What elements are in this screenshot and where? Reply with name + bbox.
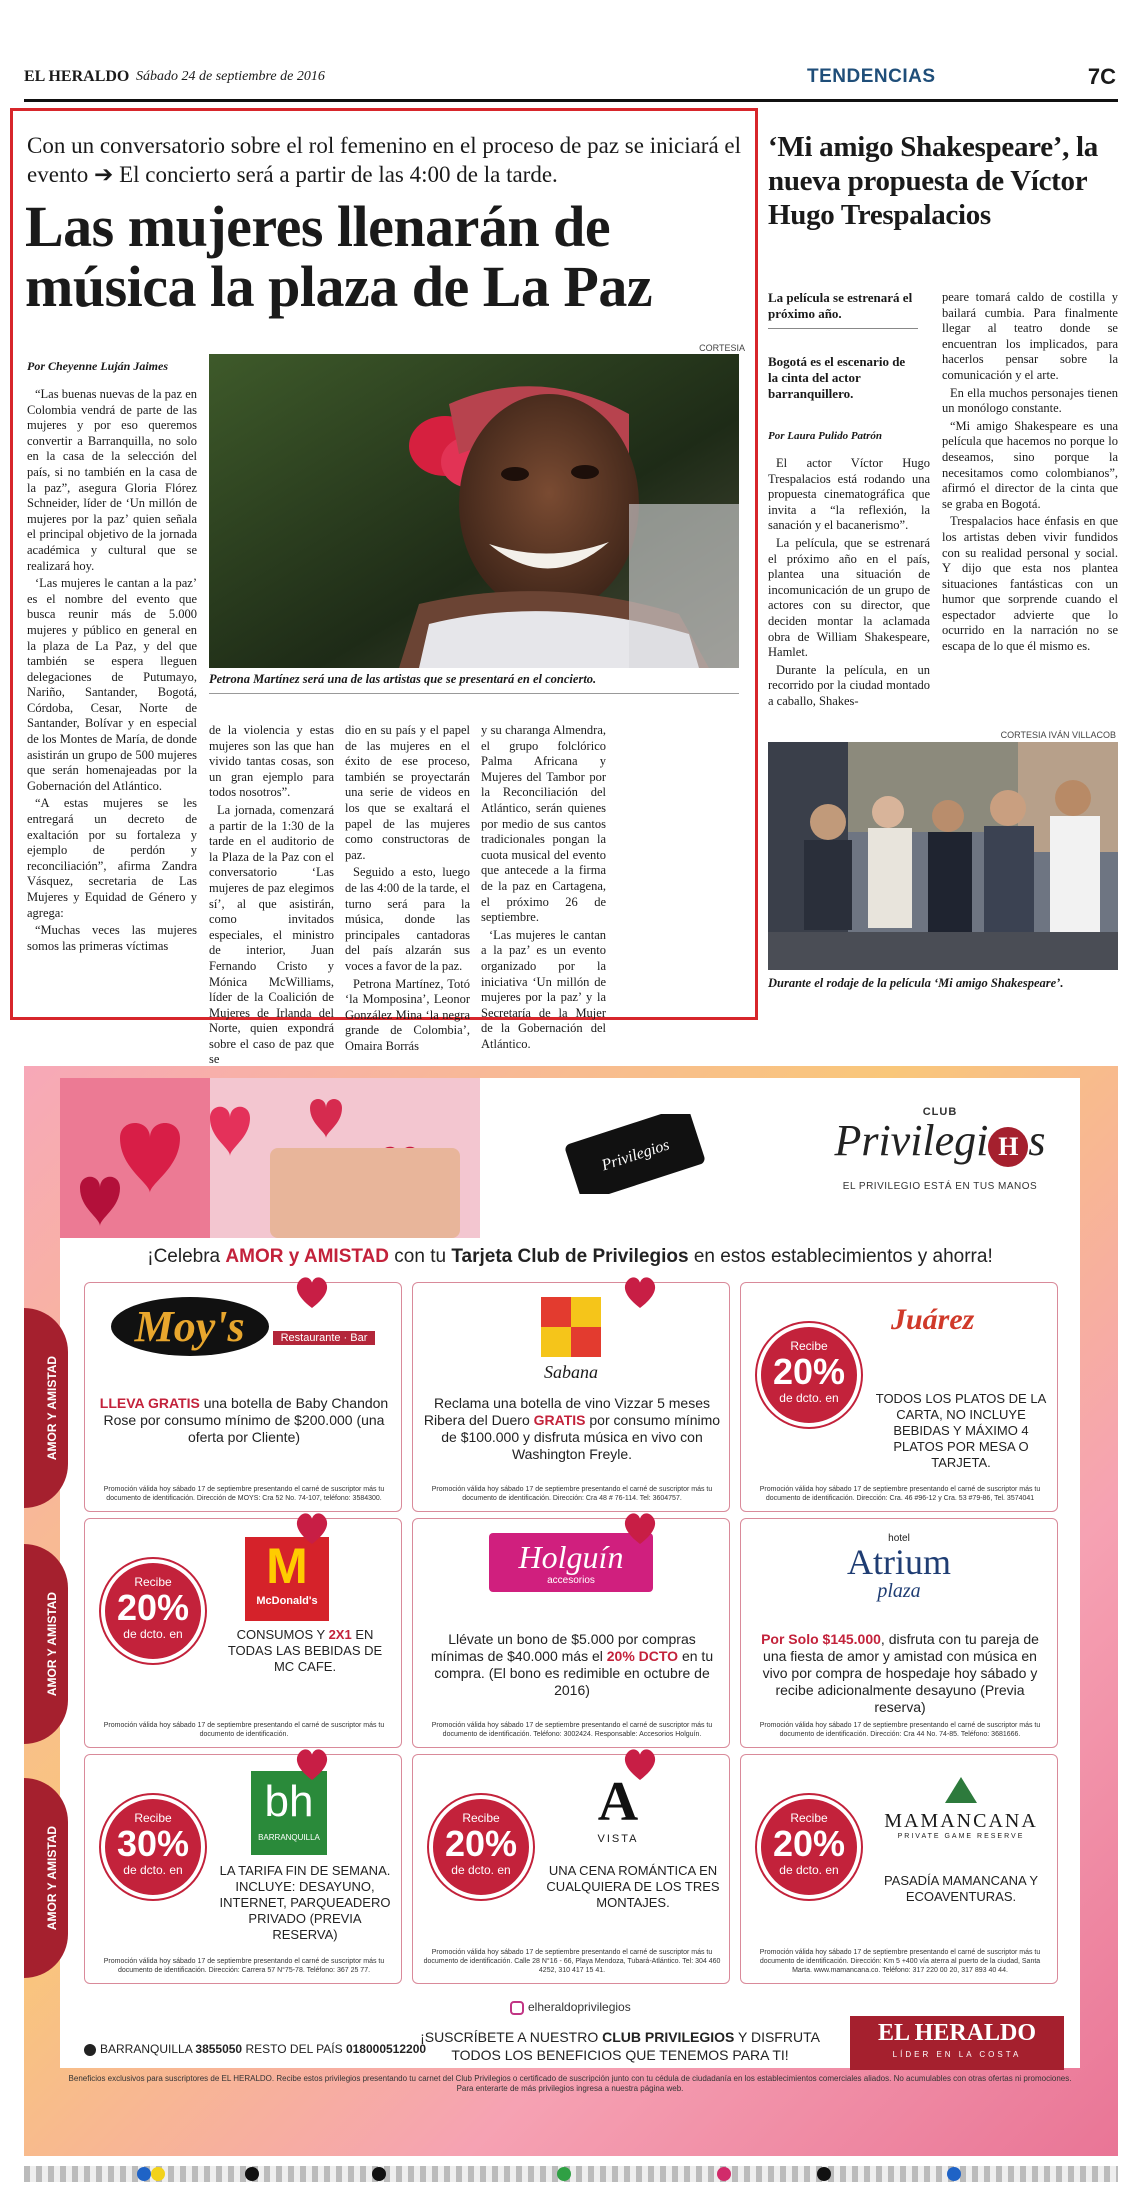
article-photo bbox=[209, 354, 739, 668]
heart-icon bbox=[620, 1272, 660, 1312]
offer-card-juarez[interactable] bbox=[740, 1282, 1058, 1512]
amor-amistad-tab bbox=[24, 1778, 68, 1978]
offer-body: por consumo mínimo de $100.000 y disfruta música en vivo con Washington Freyle. bbox=[441, 1412, 721, 1462]
singer-portrait-image bbox=[209, 354, 739, 668]
article-column-3 bbox=[345, 723, 470, 1056]
paragraph: peare tomará caldo de costilla y bailará cumbia. Para finalmente llegar al teatro donde se encuentran los implicados, para hacerlos pensar sobre la comunicación y el arte. bbox=[942, 290, 1118, 382]
side-photo bbox=[768, 742, 1118, 970]
club-card-image bbox=[560, 1114, 710, 1194]
tab-label: AMOR Y AMISTAD bbox=[45, 1591, 59, 1697]
offer-highlight: 20% DCTO bbox=[606, 1648, 679, 1664]
discount-badge bbox=[757, 1323, 861, 1427]
club-name-text: Privilegi bbox=[834, 1116, 989, 1165]
offer-body: Reclama una botella de vino Vizzar 5 meses Ribera del Duero bbox=[423, 1395, 710, 1428]
offer-fine-print: Promoción válida hoy sábado 17 de septiembre presentando el carné de suscriptor más tu documento de identificación. Dirección: Cra 48 # 76-114. Tel: 3604757. bbox=[431, 1486, 713, 1502]
badge-percent: 20% bbox=[116, 1587, 190, 1628]
ad-headline-bold: Tarjeta Club de Privilegios bbox=[451, 1246, 689, 1267]
offer-text: PASADÍA MAMANCANA Y ECOAVENTURAS. bbox=[883, 1873, 1039, 1904]
phone-number-national[interactable]: 018000512200 bbox=[345, 2042, 427, 2056]
heart-icon bbox=[292, 1508, 332, 1548]
club-tagline: EL PRIVILEGIO ESTÁ EN TUS MANOS bbox=[842, 1181, 1038, 1192]
offer-fine-print: Promoción válida hoy sábado 17 de septiembre presentando el carné de suscriptor más tu documento de identificación. Dirección: Cra. 46 #96-12 y Cra. 53 #79-86, Tel. 3574041 bbox=[759, 1486, 1041, 1502]
subscribe-highlight: CLUB PRIVILEGIOS bbox=[602, 2029, 735, 2045]
offer-fine-print: Promoción válida hoy sábado 17 de septiembre presentando el carné de suscriptor más tu documento de identificación. Dirección: Carrera 57 N°75-78. Teléfono: 367 25 77. bbox=[103, 1958, 385, 1974]
offer-text bbox=[423, 1395, 721, 1463]
badge-percent: 20% bbox=[772, 1351, 846, 1392]
badge-sub: de dcto. en bbox=[451, 1863, 511, 1877]
offer-card-bh[interactable] bbox=[84, 1754, 402, 1984]
holguin-logo-text: Holguín bbox=[518, 1539, 624, 1575]
bh-logo-sub: BARRANQUILLA bbox=[258, 1833, 320, 1842]
ad-banner bbox=[60, 1078, 1080, 1238]
main-article bbox=[10, 108, 758, 1067]
side-column-2 bbox=[942, 290, 1118, 657]
heart-icon bbox=[620, 1744, 660, 1784]
avista-logo-sub: VISTA bbox=[597, 1833, 639, 1845]
badge-percent: 20% bbox=[444, 1823, 518, 1864]
offer-text: LA TARIFA FIN DE SEMANA. INCLUYE: DESAYUNO, INTERNET, PARQUEADERO PRIVADO (PREVIA RESERVA) bbox=[219, 1863, 391, 1942]
atrium-logo-small: hotel bbox=[888, 1533, 910, 1544]
offer-text: TODOS LOS PLATOS DE LA CARTA, NO INCLUYE BEBIDAS Y MÁXIMO 4 PLATOS POR MESA O TARJETA. bbox=[875, 1391, 1047, 1470]
offer-fine-print: Promoción válida hoy sábado 17 de septiembre presentando el carné de suscriptor más tu documento de identificación. Teléfono: 3002424. Responsable: Accesorios Holguín. bbox=[431, 1722, 713, 1738]
offer-text bbox=[423, 1631, 721, 1699]
article-byline: Por Cheyenne Luján Jaimes bbox=[27, 359, 169, 373]
paragraph: En ella muchos personajes tienen un monólogo constante. bbox=[942, 385, 1118, 416]
badge-label: Recibe bbox=[790, 1339, 828, 1353]
paragraph: “A estas mujeres se les entregará un decreto de exaltación por su fortaleza y ejemplo de perdón y reconciliación”, afirma Zandra Vásquez, secretaria de Las Mujeres y Equidad de Género y agrega: bbox=[27, 796, 197, 920]
badge-label: Recibe bbox=[462, 1811, 500, 1825]
avista-logo-text: A bbox=[597, 1771, 639, 1833]
offer-text: UNA CENA ROMÁNTICA EN CUALQUIERA DE LOS TRES MONTAJES. bbox=[546, 1863, 720, 1910]
print-color-marks bbox=[24, 2166, 1118, 2182]
offer-body: una botella de Baby Chandon Rose por consumo mínimo de $200.000 (una oferta por Cliente) bbox=[103, 1395, 389, 1445]
leaf-icon bbox=[941, 1775, 981, 1805]
offer-highlight: Por Solo $145.000 bbox=[761, 1631, 881, 1647]
offer-body: , disfruta con tu pareja de una fiesta de amor y amistad con música en vivo por compra de hospedaje hoy sábado y recibe adicionalmente desayuno (Previa reserva) bbox=[762, 1631, 1039, 1715]
paragraph: y su charanga Almendra, el grupo folclórico Palma Africana y Mujeres del Tambor por la Reconciliación del Atlántico, serán quienes por medio de sus cantos tradicionales pongan la cuota musical del evento que antecede a la firma de la paz en Cartagena, el próximo 26 de septiembre. bbox=[481, 723, 606, 925]
club-name-suffix: s bbox=[1028, 1116, 1046, 1165]
club-name bbox=[830, 1118, 1050, 1167]
paragraph: Trespalacios hace énfasis en que los artistas deben vivir fundidos con su realidad personal y social. Y dijo que esta nos plantea situaciones fantásticas con un humor que sorprende cuando el espectador advierte que lo ocurrido en la narración no se escapa de lo que él mismo es. bbox=[942, 514, 1118, 654]
paragraph: Durante la película, en un recorrido por la ciudad montado a caballo, Shakes- bbox=[768, 662, 930, 708]
atrium-logo-sub: plaza bbox=[877, 1580, 921, 1602]
offer-highlight: GRATIS bbox=[533, 1412, 586, 1428]
article-column-1 bbox=[27, 387, 197, 956]
mamancana-logo-sub: PRIVATE GAME RESERVE bbox=[897, 1833, 1025, 1840]
hearts-banner-image bbox=[60, 1078, 480, 1238]
moys-logo-text: Moy's bbox=[111, 1297, 269, 1356]
offer-card-mcdonalds[interactable] bbox=[84, 1518, 402, 1748]
offer-text bbox=[217, 1627, 393, 1675]
mcdonalds-logo-text: McDonald's bbox=[256, 1595, 318, 1607]
offer-card-holguin[interactable] bbox=[412, 1518, 730, 1748]
badge-sub: de dcto. en bbox=[123, 1627, 183, 1641]
amor-amistad-tab bbox=[24, 1308, 68, 1508]
paragraph: “Mi amigo Shakespeare es una película que hacemos no porque lo deseamos, sino porque la necesitamos como colombianos”, afirmó el director de la cinta que se graba en Bogotá. bbox=[942, 418, 1118, 511]
moys-logo bbox=[85, 1297, 401, 1356]
side-byline: Por Laura Pulido Patrón bbox=[768, 430, 882, 442]
ad-headline-part: con tu bbox=[389, 1246, 452, 1267]
offer-text bbox=[751, 1631, 1049, 1716]
heart-icon bbox=[620, 1508, 660, 1548]
side-deck-1: La película se estrenará el próximo año. bbox=[768, 290, 918, 329]
side-column-1 bbox=[768, 456, 930, 712]
article-column-4 bbox=[481, 723, 606, 1054]
tab-label: AMOR Y AMISTAD bbox=[45, 1355, 59, 1461]
paragraph: ‘Las mujeres le cantan a la paz’ es el nombre del evento que busca reunir más de 5.000 mujeres y público en general en la plaza de La Paz, y del que también se espera lleguen delegaciones de Putumayo, Nariño, Santander, Bogotá, Córdoba, Cesar, Norte de Santander, Bolívar y en especial de los Montes de María, de donde asistirán un grupo de 500 mujeres que serán homenajeadas por la Gobernación del Atlántico. bbox=[27, 576, 197, 793]
section-title: TENDENCIAS bbox=[807, 66, 936, 87]
badge-label: Recibe bbox=[134, 1811, 172, 1825]
instagram-icon bbox=[510, 2001, 524, 2015]
discount-badge bbox=[101, 1795, 205, 1899]
newspaper-name: EL HERALDO bbox=[24, 68, 130, 85]
side-headline: ‘Mi amigo Shakespeare’, la nueva propuesta de Víctor Hugo Trespalacios bbox=[768, 131, 1098, 231]
discount-badge bbox=[101, 1559, 205, 1663]
sabana-logo-text: Sabana bbox=[544, 1362, 598, 1382]
paragraph: Petrona Martínez, Totó ‘la Momposina’, Leonor González Mina ‘la negra grande de Colombia’, Omaira Borrás bbox=[345, 976, 470, 1053]
ad-headline-part: en estos establecimientos y ahorra! bbox=[688, 1246, 993, 1267]
club-privilegios-ad bbox=[24, 1066, 1118, 2156]
paragraph: “Las buenas nuevas de la paz en Colombia vendrá de parte de las mujeres y por eso queremos convertir a Barranquilla, no solo en la casa de la selección del país, si no también en la casa de la paz”, asegura Gloria Flórez Schneider, líder de ‘Un millón de mujeres por la paz’ quien señala el principal objetivo de la jornada académica y cultural que se realizará hoy. bbox=[27, 387, 197, 573]
subscribe-text: Y DISFRUTA TODOS LOS BENEFICIOS QUE TENEMOS PARA TI! bbox=[451, 2029, 820, 2063]
photo-credit: CORTESIA bbox=[699, 343, 745, 353]
mamancana-logo-text: MAMANCANA bbox=[884, 1810, 1038, 1832]
badge-sub: de dcto. en bbox=[123, 1863, 183, 1877]
offer-highlight: 2X1 bbox=[328, 1627, 352, 1642]
photo-caption: Petrona Martínez será una de las artistas que se presentará en el concierto. bbox=[209, 671, 739, 694]
offer-fine-print: Promoción válida hoy sábado 17 de septiembre presentando el carné de suscriptor más tu documento de identificación. Calle 28 N°16 - 66, Playa Mendoza, Tubará-Atlántico. Tel: 304 460 4252, 310 417 15 41. bbox=[423, 1949, 721, 1974]
paragraph: La película, que se estrenará el próximo año en el país, plantea una situación de incomunicación de un grupo de actores con su director, que deciden montar la aclamada obra de William Shakespeare, Hamlet. bbox=[768, 535, 930, 660]
paragraph: Seguido a esto, luego de las 4:00 de la tarde, el turno será para la música, donde las principales cantadoras del país alzarán sus voces a favor de la paz. bbox=[345, 865, 470, 973]
offer-card-avista[interactable] bbox=[412, 1754, 730, 1984]
card-label: Privilegios bbox=[599, 1136, 672, 1175]
atrium-logo-text: Atrium bbox=[847, 1542, 951, 1582]
offer-card-moys[interactable] bbox=[84, 1282, 402, 1512]
mcdonalds-logo bbox=[245, 1537, 329, 1621]
badge-percent: 30% bbox=[116, 1823, 190, 1864]
offer-body: en tu compra. (El bono es redimible en octubre de 2016) bbox=[434, 1648, 714, 1698]
holguin-logo-sub: accesorios bbox=[547, 1575, 595, 1586]
amor-amistad-tab bbox=[24, 1544, 68, 1744]
side-deck-2: Bogotá es el escenario de la cinta del actor barranquillero. bbox=[768, 354, 906, 401]
offer-body: CONSUMOS Y bbox=[236, 1627, 329, 1642]
film-set-image bbox=[768, 742, 1118, 970]
offer-highlight: LLEVA GRATIS bbox=[99, 1395, 200, 1411]
club-privilegios-logo bbox=[830, 1106, 1050, 1192]
club-label: CLUB bbox=[922, 1106, 958, 1118]
side-caption: Durante el rodaje de la película ‘Mi amigo Shakespeare’. bbox=[768, 976, 1064, 990]
ad-headline-accent: AMOR y AMISTAD bbox=[225, 1246, 390, 1267]
paragraph: La jornada, comenzará a partir de la 1:30 de la tarde en el auditorio de la Plaza de la Paz con el conversatorio ‘Las mujeres de paz elegimos sí’, al que asistirán, como invitados especiales, el ministro de interior, Juan Fernando Cristo y Mónica McWilliams, líder de la Coalición de Mujeres de Irlanda del Norte, quien expondrá sobre el caso de paz que se bbox=[209, 802, 334, 1067]
side-photo-credit: CORTESIA IVÁN VILLACOB bbox=[1000, 730, 1116, 740]
offer-card-mamancana[interactable] bbox=[740, 1754, 1058, 1984]
offer-fine-print: Promoción válida hoy sábado 17 de septiembre presentando el carné de suscriptor más tu documento de identificación. Dirección: Km 5 +400 vía aterra al puerto de la ciudad, Santa Marta. www.mamancana.co. Teléfono: 317 220 00 20, 317 893 40 44. bbox=[759, 1949, 1041, 1974]
page-number: 7C bbox=[1087, 64, 1116, 89]
paragraph: dio en su país y el papel de las mujeres en el éxito de ese proceso, también se proyectarán una serie de videos en los que se exaltará el papel de las mujeres como constructoras de paz. bbox=[345, 723, 470, 862]
ad-headline-part: ¡Celebra bbox=[147, 1246, 226, 1267]
issue-date: Sábado 24 de septiembre de 2016 bbox=[136, 69, 325, 84]
brand-name: EL HERALDO bbox=[877, 2020, 1037, 2046]
phone-label: BARRANQUILLA bbox=[100, 2042, 193, 2056]
subscribe-text: ¡SUSCRÍBETE A NUESTRO bbox=[420, 2029, 603, 2045]
badge-sub: de dcto. en bbox=[779, 1391, 839, 1405]
bh-logo-text: bh bbox=[264, 1777, 314, 1826]
offer-body: EN TODAS LAS BEBIDAS DE MC CAFE. bbox=[227, 1627, 383, 1674]
instagram-handle-text: elheraldoprivilegios bbox=[528, 2000, 631, 2014]
badge-label: Recibe bbox=[790, 1811, 828, 1825]
article-headline: Las mujeres llenarán de música la plaza de La Paz bbox=[25, 194, 653, 319]
phone-number[interactable]: 3855050 bbox=[195, 2042, 243, 2056]
ad-headline bbox=[60, 1246, 1080, 1268]
badge-sub: de dcto. en bbox=[779, 1863, 839, 1877]
mamancana-logo bbox=[869, 1775, 1053, 1840]
instagram-handle[interactable] bbox=[510, 2000, 631, 2015]
heart-icon bbox=[292, 1272, 332, 1312]
paragraph: de la violencia y estas mujeres son las que han vivido tantas cosas, son un gran ejemplo para todos nosotros”. bbox=[209, 723, 334, 800]
registration-strip bbox=[24, 2166, 1118, 2182]
article-column-2 bbox=[209, 723, 334, 1070]
offer-fine-print: Promoción válida hoy sábado 17 de septiembre presentando el carné de suscriptor más tu documento de identificación. Dirección de MOYS: Cra 52 No. 74-107, teléfono: 3584300. bbox=[103, 1486, 385, 1502]
offer-body: Llévate un bono de $5.000 por compras mínimas de $40.000 más el bbox=[430, 1631, 696, 1664]
contact-phones bbox=[84, 2042, 426, 2056]
phone-icon bbox=[84, 2044, 96, 2056]
golden-arches-icon: M bbox=[266, 1538, 308, 1594]
offer-text bbox=[95, 1395, 393, 1446]
masthead bbox=[24, 62, 1118, 102]
el-heraldo-logo bbox=[850, 2016, 1064, 2070]
atrium-logo bbox=[741, 1533, 1057, 1603]
offer-fine-print: Promoción válida hoy sábado 17 de septiembre presentando el carné de suscriptor más tu documento de identificación. Dirección: Cra 44 No. 74-85. Teléfono: 3681666. bbox=[759, 1722, 1041, 1738]
brand-tagline: LÍDER EN LA COSTA bbox=[892, 2050, 1022, 2059]
paragraph: El actor Víctor Hugo Trespalacios está rodando una propuesta cinematográfica que invita a “la reflexión, la sanación y el bacanerismo”. bbox=[768, 456, 930, 533]
sabana-logo-icon bbox=[541, 1297, 601, 1357]
juarez-logo: Juárez bbox=[891, 1303, 975, 1336]
heart-icon bbox=[292, 1744, 332, 1784]
ad-fine-print: Beneficios exclusivos para suscriptores de EL HERALDO. Recibe estos privilegios presentando tu carnet del Club Privilegios o certificado de suscripción junto con tu cédula de ciudadanía en los establecimientos comerciales aliados. No acumulables con otras ofertas ni promociones. Para enterarte de más privilegios ingresa a nuestra página web. bbox=[68, 2074, 1072, 2093]
paragraph: ‘Las mujeres le cantan a la paz’ es un evento organizado por la iniciativa ‘Un millón de mujeres por la paz’ y la Secretaría de la Mujer de la Gobernación del Atlántico. bbox=[481, 927, 606, 1051]
discount-badge bbox=[757, 1795, 861, 1899]
badge-percent: 20% bbox=[772, 1823, 846, 1864]
sabana-logo bbox=[413, 1297, 729, 1383]
club-h-mark: H bbox=[988, 1127, 1028, 1167]
badge-label: Recibe bbox=[134, 1575, 172, 1589]
ad-offers bbox=[45, 1238, 1080, 2068]
holguin-logo bbox=[413, 1533, 729, 1592]
phone-rest-label: RESTO DEL PAÍS bbox=[245, 2042, 343, 2056]
paragraph: “Muchas veces las mujeres somos las primeras víctimas bbox=[27, 923, 197, 953]
subscribe-callout bbox=[420, 2028, 820, 2064]
offer-card-sabana[interactable] bbox=[412, 1282, 730, 1512]
tab-label: AMOR Y AMISTAD bbox=[45, 1825, 59, 1931]
discount-badge bbox=[429, 1795, 533, 1899]
offer-fine-print: Promoción válida hoy sábado 17 de septiembre presentando el carné de suscriptor más tu documento de identificación. bbox=[103, 1722, 385, 1738]
article-kicker: Con un conversatorio sobre el rol femenino en el proceso de paz se iniciará el evento ➔ El concierto será a partir de las 4:00 de la tarde. bbox=[27, 133, 742, 187]
offer-card-atrium[interactable] bbox=[740, 1518, 1058, 1748]
moys-logo-sub: Restaurante · Bar bbox=[273, 1331, 376, 1345]
side-article bbox=[768, 108, 1118, 1020]
